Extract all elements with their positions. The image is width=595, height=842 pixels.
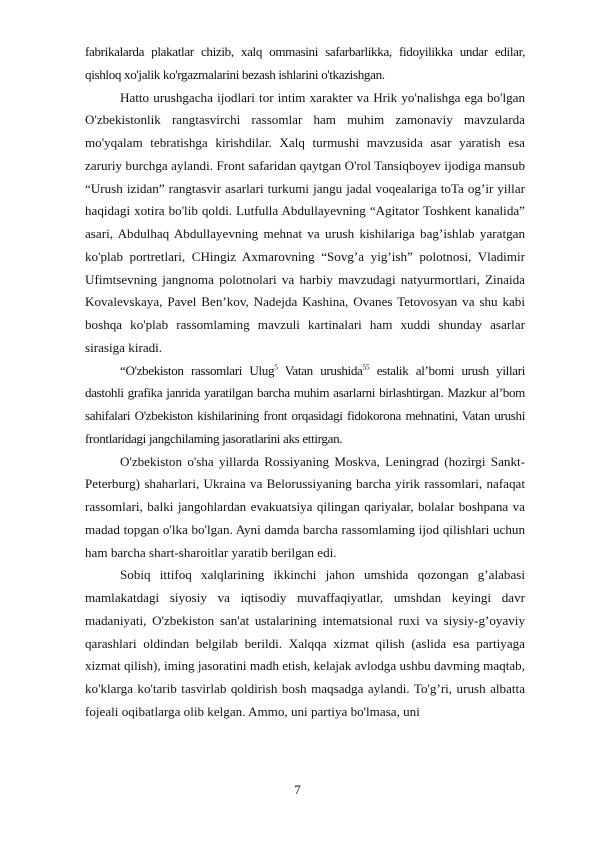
footnote-marker: 5 bbox=[274, 362, 278, 372]
paragraph-victory: Sobiq ittifoq xalqlarining ikkinchi jahon umshida qozongan g’alabasi mamlakatdagi siyosiy va iqtisodiy muvaffaqiyatlar, umshdan keyingi davr madaniyati, O'zbekiston san'at ustalarining intematsional ruxi va siysiy-g’oyaviy qarashlari oldindan belgilab berildi. Xalqqa xizmat qilish (aslida esa partiyaga xizmat qilish), iming jasoratini madh etish, kelajak avlodga ushbu davming maqtab, ko'klarga ko'tarib tasvirlab qoldirish bosh maqsadga aylandi. To'g’ri, urush albatta fojeali oqibatlarga olib kelgan. Ammo, uni partiya bo'lmasa, uni bbox=[85, 567, 525, 719]
paragraph-album-middle: Vatan urushida bbox=[277, 362, 363, 378]
paragraph-evacuation: O'zbekiston o'sha yillarda Rossiyaning Moskva, Leningrad (hozirgi Sankt-Peterburg) shaharlari, Ukraina va Belorussiyaning barcha yirik rassomlari, nafaqat rassomlari, balki jangohlardan evakuatsiya qilingan qariyalar, bolalar boshpana va madad topgan o'lka bo'lgan. Ayni damda barcha rassomlaming ijod qilishlari uchun ham barcha shart-sharoitlar yaratib berilgan edi. bbox=[85, 453, 525, 560]
page-number: 7 bbox=[294, 782, 301, 797]
body-text bbox=[85, 41, 525, 724]
paragraph-continuation: fabrikalarda plakatlar chizib, xalq ommasini safarbarlikka, fidoyilikka undar edilar, qishloq xo'jalik ko'rgazmalarini bezash ishlarini o'tkazishgan. bbox=[85, 44, 525, 82]
paragraph-rangtasvir: Hatto urushgacha ijodlari tor intim xarakter va Hrik yo'nalishga ega bo'lgan O'zbekistonlik rangtasvirchi rassomlar ham muhim zamonaviy mavzularda mo'yqalam tebratishga kirishdilar. Xalq turmushi mavzusida asar yaratish esa zaruriy burchga aylandi. Front safaridan qaytgan O'rol Tansiqboyev ijodiga mansub “Urush izidan” rangtasvir asarlari turkumi jangu jadal voqealariga toTa og’ir yillar haqidagi xotira bo'lib qoldi. Lutfulla Abdullayevning “Agitator Toshkent kanalida” asari, Abdulhaq Abdullayevning mehnat va urush kishilariga bag’ishlab yaratgan ko'plab portretlari, CHingiz Axmarovning “Sovg’a yig’ish” polotnosi, Vladimir Ufimtsevning jangnoma polotnolari va harbiy mavzudagi natyurmortlari, Zinaida Kovalevskaya, Pavel Ben’kov, Nadejda Kashina, Ovanes Tetovosyan va shu kabi boshqa ko'plab rassomlaming mavzuli kartinalari ham xuddi shunday asarlar sirasiga kiradi. bbox=[85, 89, 525, 355]
footnote-marker: 55 bbox=[362, 362, 370, 372]
paragraph-album-start: “O'zbekiston rassomlari Ulug bbox=[120, 362, 275, 378]
paragraph-album-end: estalik al’bomi urush yillari dastohli grafika janrida yaratilgan barcha muhim asarlarni birlashtirgan. Mazkur al’bom sahifalari O'zbekiston kishilarining front orqasidagi fidokorona mehnatini, Vatan urushi frontlaridagi jangchilaming jasoratlarini aks ettirgan. bbox=[85, 362, 525, 446]
paragraph-album bbox=[85, 360, 525, 451]
